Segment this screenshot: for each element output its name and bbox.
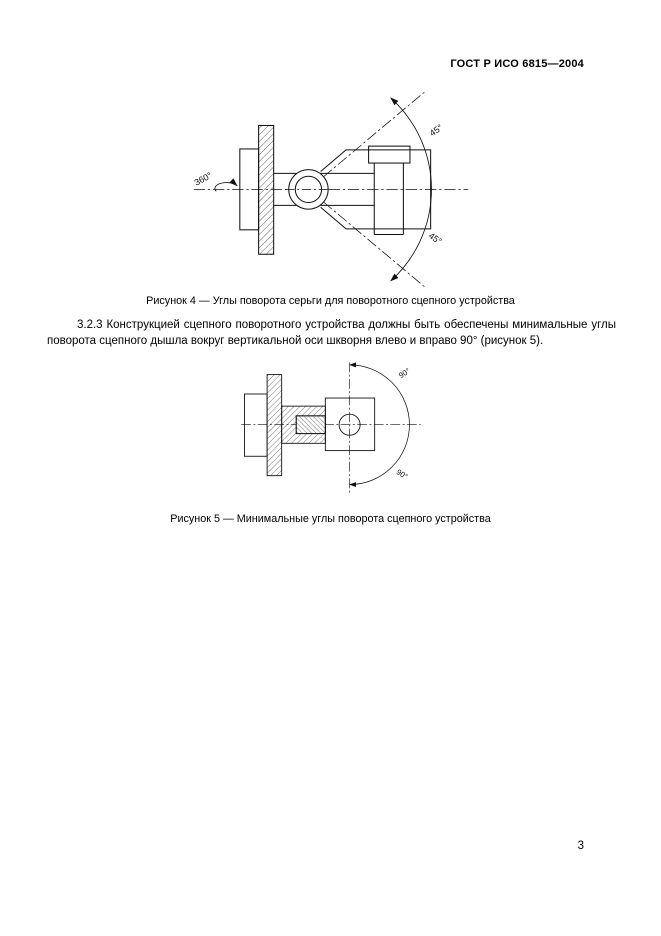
fig4-rotation-angle-label: 360° — [192, 170, 214, 188]
fig5-mounting-plate — [267, 375, 282, 476]
fig5-hinge-block — [281, 406, 325, 443]
fig4-rotation-arrow-icon — [214, 183, 236, 192]
figure5-caption: Рисунок 5 — Минимальные углы поворота сцепного устройства — [170, 513, 491, 525]
fig4-lower-angle-label: 45° — [426, 230, 444, 247]
fig5-lower-angle-label: 90° — [394, 467, 409, 482]
fig5-flange — [244, 394, 267, 456]
paragraph-3-2-3: 3.2.3 Конструкцией сцепного поворотного устройства должны быть обеспечены минимальные углы поворота сцепного дышла вокруг вертикальной оси шкворня влево и вправо 90° (рисунок 5). — [47, 319, 616, 347]
figure5 — [0, 359, 661, 505]
fig4-mounting-plate — [258, 125, 273, 254]
fig4-upper-angle-label: 45° — [427, 122, 444, 139]
fig4-hinge-bolt — [368, 146, 409, 234]
figure4-drawing — [190, 84, 472, 291]
document-standard-title: ГОСТ Р ИСО 6815—2004 — [450, 58, 584, 70]
fig5-eye-plate — [325, 398, 374, 451]
fig5-upper-angle-label: 90° — [396, 366, 412, 381]
figure4-caption: Рисунок 4 — Углы поворота серьги для поворотного сцепного устройства — [146, 295, 515, 307]
figure5-drawing — [238, 359, 424, 505]
page-number: 3 — [577, 840, 584, 852]
figure4 — [0, 84, 661, 291]
